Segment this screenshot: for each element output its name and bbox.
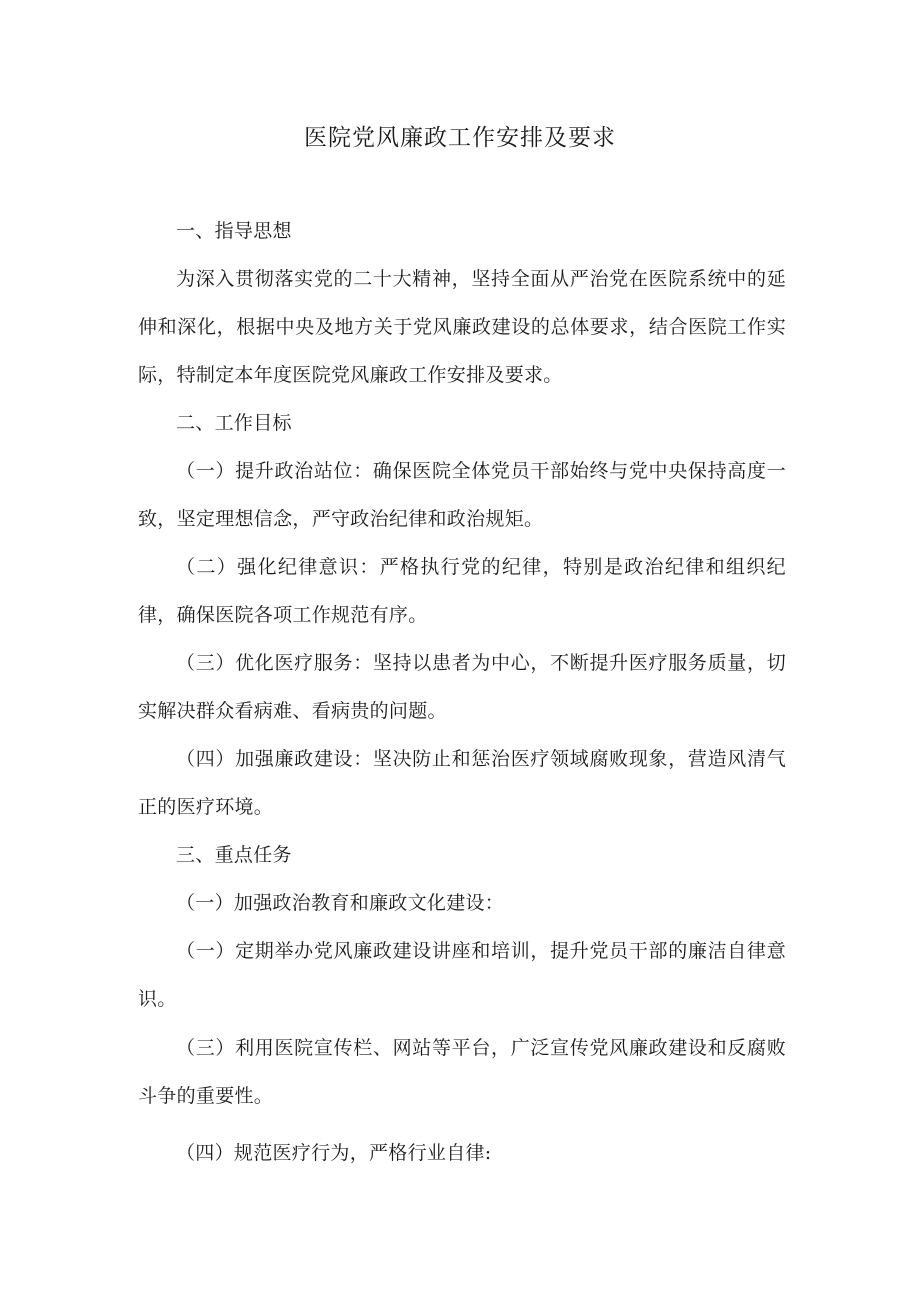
paragraph-goal-discipline: （二）强化纪律意识：严格执行党的纪律，特别是政治纪律和组织纪律，确保医院各项工作规范有序。 <box>138 556 786 626</box>
paragraph-goal-political-stance: （一）提升政治站位：确保医院全体党员干部始终与党中央保持高度一致，坚定理想信念，严守政治纪律和政治规矩。 <box>138 460 786 530</box>
paragraph-goal-medical-service: （三）优化医疗服务：坚持以患者为中心，不断提升医疗服务质量，切实解决群众看病难、看病贵的问题。 <box>138 652 786 722</box>
paragraph-task-publicity: （三）利用医院宣传栏、网站等平台，广泛宣传党风廉政建设和反腐败斗争的重要性。 <box>138 1037 786 1107</box>
paragraph-task-regulate-medical: （四）规范医疗行为，严格行业自律: <box>176 1142 492 1164</box>
section-heading-work-goals: 二、工作目标 <box>176 412 292 434</box>
section-heading-guiding-ideology: 一、指导思想 <box>176 220 292 242</box>
paragraph-task-lectures: （一）定期举办党风廉政建设讲座和培训，提升党员干部的廉洁自律意识。 <box>138 940 786 1010</box>
page-title: 医院党风廉政工作安排及要求 <box>304 125 616 151</box>
paragraph-goal-integrity: （四）加强廉政建设：坚决防止和惩治医疗领域腐败现象，营造风清气正的医疗环境。 <box>138 748 786 818</box>
paragraph-guiding-ideology: 为深入贯彻落实党的二十大精神，坚持全面从严治党在医院系统中的延伸和深化，根据中央及地方关于党风廉政建设的总体要求，结合医院工作实际，特制定本年度医院党风廉政工作安排及要求。 <box>138 268 786 386</box>
paragraph-task-political-education: （一）加强政治教育和廉政文化建设： <box>176 892 505 914</box>
section-heading-key-tasks: 三、重点任务 <box>176 844 292 866</box>
